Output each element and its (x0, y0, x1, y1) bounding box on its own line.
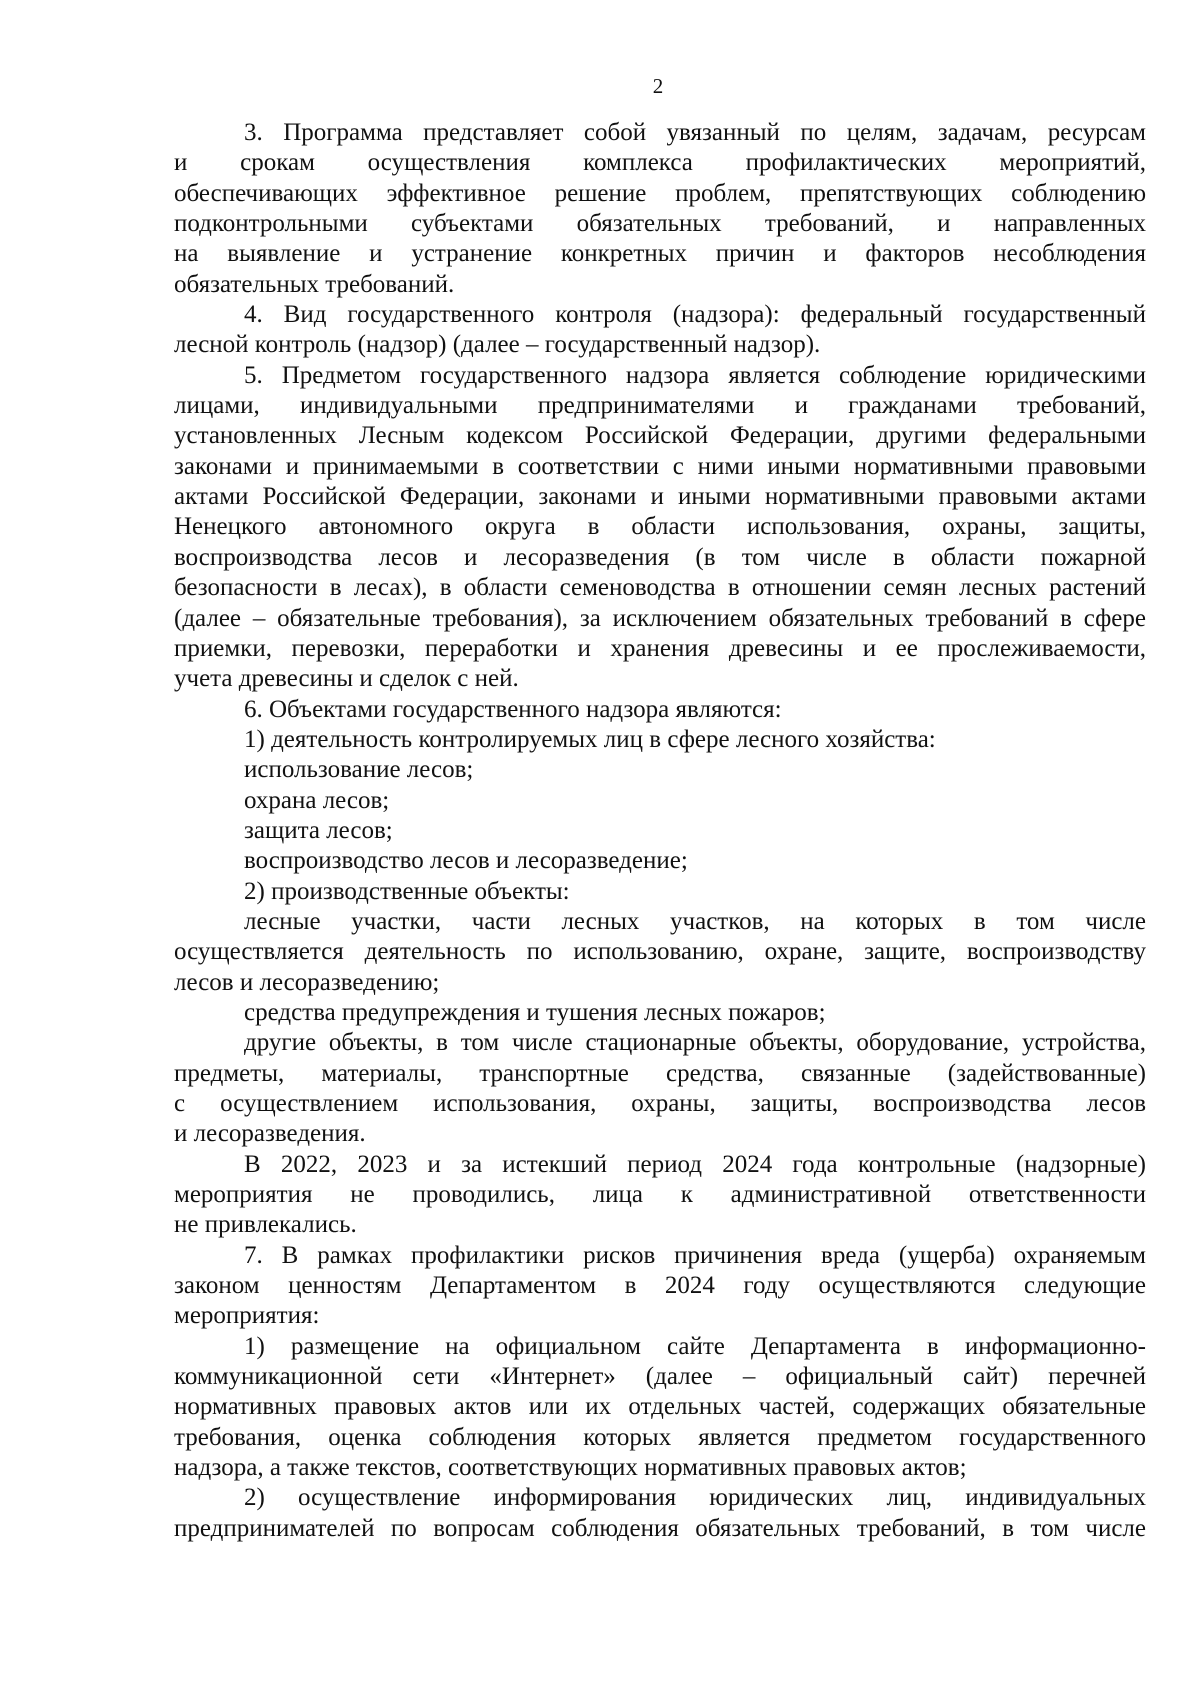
text-line: приемки, перевозки, переработки и хранения древесины и ее прослеживаемости, (174, 634, 1146, 662)
text-line: 7. В рамках профилактики рисков причинения вреда (ущерба) охраняемым (244, 1241, 1146, 1269)
text-line: воспроизводство лесов и лесоразведение; (244, 847, 688, 875)
text-line: 2) осуществление информирования юридических лиц, индивидуальных (244, 1484, 1146, 1512)
text-line: не привлекались. (174, 1211, 357, 1239)
paragraph (174, 695, 1146, 725)
paragraph (174, 361, 1146, 695)
text-line: и лесоразведения. (174, 1120, 366, 1148)
text-line: другие объекты, в том числе стационарные объекты, оборудование, устройства, (244, 1029, 1146, 1057)
text-line: подконтрольными субъектами обязательных требований, и направленных (174, 210, 1146, 238)
text-line: 6. Объектами государственного надзора являются: (244, 695, 782, 723)
paragraph (174, 1241, 1146, 1332)
text-line: обеспечивающих эффективное решение проблем, препятствующих соблюдению (174, 179, 1146, 207)
paragraph (174, 1483, 1146, 1544)
text-line: осуществляется деятельность по использованию, охране, защите, воспроизводству (174, 938, 1146, 966)
paragraph (174, 877, 1146, 907)
text-line: и срокам осуществления комплекса профилактических мероприятий, (174, 149, 1146, 177)
text-line: (далее – обязательные требования), за исключением обязательных требований в сфере (174, 604, 1146, 632)
text-line: 1) деятельность контролируемых лиц в сфере лесного хозяйства: (244, 725, 936, 753)
text-line: 1) размещение на официальном сайте Департамента в информационно- (244, 1332, 1146, 1360)
text-line: В 2022, 2023 и за истекший период 2024 года контрольные (надзорные) (244, 1150, 1146, 1178)
text-line: мероприятия: (174, 1302, 320, 1330)
text-line: лесной контроль (надзор) (далее – государственный надзор). (174, 331, 821, 359)
paragraph (174, 1332, 1146, 1484)
text-line: законом ценностям Департаментом в 2024 году осуществляются следующие (174, 1272, 1146, 1300)
text-line: актами Российской Федерации, законами и иными нормативными правовыми актами (174, 483, 1146, 511)
paragraph (174, 1150, 1146, 1241)
paragraph (174, 816, 1146, 846)
text-line: 4. Вид государственного контроля (надзора): федеральный государственный (244, 301, 1146, 329)
paragraph (174, 907, 1146, 998)
text-line: Ненецкого автономного округа в области использования, охраны, защиты, (174, 513, 1146, 541)
text-line: лицами, индивидуальными предпринимателями и гражданами требований, (174, 392, 1146, 420)
text-line: надзора, а также текстов, соответствующих нормативных правовых актов; (174, 1454, 967, 1482)
text-line: обязательных требований. (174, 270, 455, 298)
document-body (174, 118, 1146, 1544)
text-line: учета древесины и сделок с ней. (174, 665, 519, 693)
paragraph (174, 118, 1146, 300)
text-line: охрана лесов; (244, 786, 390, 814)
text-line: установленных Лесным кодексом Российской Федерации, другими федеральными (174, 422, 1146, 450)
text-line: нормативных правовых актов или их отдельных частей, содержащих обязательные (174, 1393, 1146, 1421)
text-line: 2) производственные объекты: (244, 877, 570, 905)
text-line: воспроизводства лесов и лесоразведения (в том числе в области пожарной (174, 543, 1146, 571)
text-line: защита лесов; (244, 816, 393, 844)
paragraph (174, 755, 1146, 785)
text-line: лесов и лесоразведению; (174, 968, 440, 996)
text-line: 3. Программа представляет собой увязанный по целям, задачам, ресурсам (244, 119, 1146, 146)
text-line: безопасности в лесах), в области семеноводства в отношении семян лесных растений (174, 574, 1146, 602)
text-line: 5. Предметом государственного надзора является соблюдение юридическими (244, 361, 1146, 389)
text-line: предметы, материалы, транспортные средства, связанные (задействованные) (174, 1059, 1146, 1087)
paragraph (174, 725, 1146, 755)
paragraph (174, 300, 1146, 361)
text-line: законами и принимаемыми в соответствии с ними иными нормативными правовыми (174, 452, 1146, 480)
text-line: требования, оценка соблюдения которых является предметом государственного (174, 1423, 1146, 1451)
text-line: с осуществлением использования, охраны, защиты, воспроизводства лесов (174, 1090, 1146, 1117)
text-line: коммуникационной сети «Интернет» (далее – официальный сайт) перечней (174, 1363, 1146, 1391)
text-line: средства предупреждения и тушения лесных пожаров; (244, 998, 826, 1026)
text-line: использование лесов; (244, 756, 474, 784)
paragraph (174, 1028, 1146, 1149)
page-number: 2 (652, 74, 664, 98)
paragraph (174, 998, 1146, 1028)
paragraph (174, 846, 1146, 876)
text-line: лесные участки, части лесных участков, на которых в том числе (244, 907, 1146, 935)
text-line: на выявление и устранение конкретных причин и факторов несоблюдения (174, 240, 1146, 268)
paragraph (174, 786, 1146, 816)
text-line: мероприятия не проводились, лица к административной ответственности (174, 1181, 1146, 1209)
text-line: предпринимателей по вопросам соблюдения обязательных требований, в том числе (174, 1514, 1146, 1542)
